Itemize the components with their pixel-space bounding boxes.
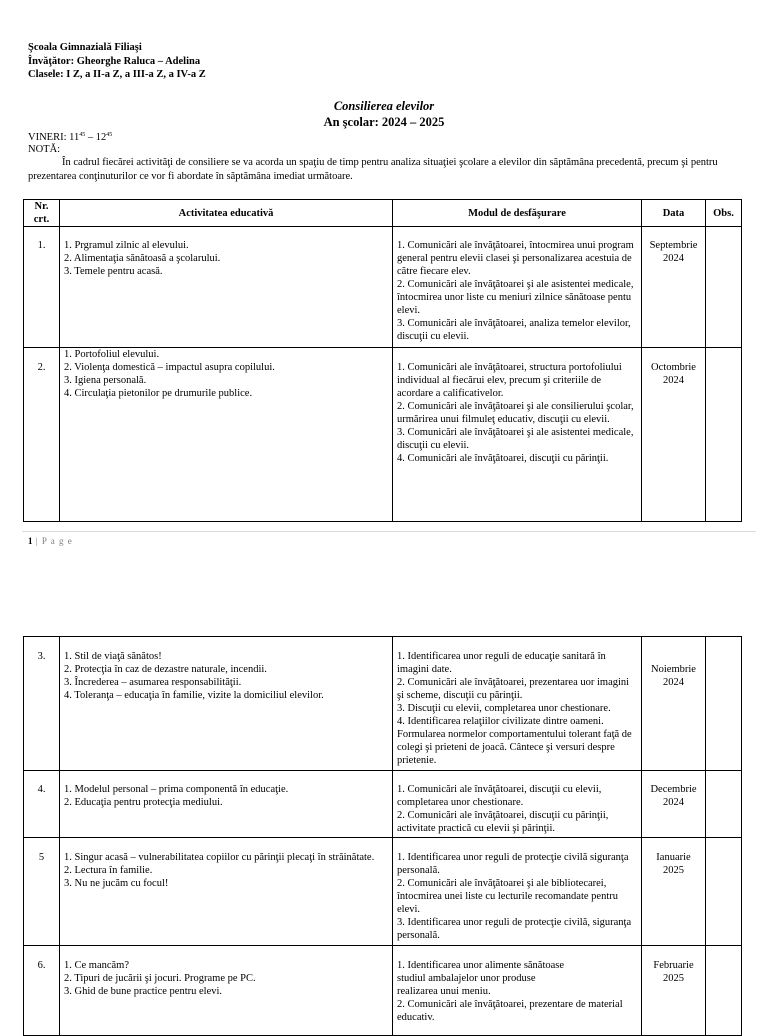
row-obs [706, 771, 742, 838]
activity-item: 1. Prgramul zilnic al elevului. [64, 240, 189, 251]
activity-item: 3. Igiena personală. [64, 375, 147, 386]
header-date: Data [642, 200, 706, 227]
date-month: Octombrie [651, 362, 696, 373]
classes-line: Clasele: I Z, a II-a Z, a III-a Z, a IV-a Z [28, 69, 206, 80]
activity-item: 1. Stil de viaţă sănătos! [64, 651, 162, 662]
date-year: 2024 [663, 797, 684, 808]
header-obs: Obs. [706, 200, 742, 227]
schedule-line [28, 129, 112, 144]
row-modes [393, 227, 642, 348]
activity-item: 2. Violenţa domestică – impactul asupra copilului. [64, 362, 275, 373]
schedule-dash: – 12 [85, 132, 107, 143]
mode-item: 2. Comunicări ale învăţătoarei şi ale consilierului şcolar, urmărirea unui filmuleţ educativ, discuţii cu elevii. [397, 401, 634, 425]
mode-item: 2. Comunicări ale învăţătoarei, prezentare de material educativ. [397, 999, 623, 1023]
row-number: 3. [24, 637, 60, 771]
teacher-name: Învăţător: Gheorghe Raluca – Adelina [28, 55, 201, 67]
row-obs [706, 838, 742, 946]
date-month: Decembrie [650, 784, 697, 795]
date-year: 2025 [663, 865, 684, 876]
table-row [24, 637, 742, 771]
mode-item: 1. Comunicări ale învăţătoarei, discuţii cu elevii, completarea unor chestionare. [397, 784, 602, 808]
row-obs [706, 227, 742, 348]
row-activities [60, 227, 393, 348]
header-activity: Activitatea educativă [60, 200, 393, 227]
header-nr: Nr. crt. [24, 200, 60, 227]
activities-table-page-2 [23, 636, 742, 1036]
row-modes [393, 838, 642, 946]
page-label: P a g e [41, 536, 73, 546]
mode-item: studiul ambalajelor unor produse [397, 973, 536, 984]
row-date [642, 227, 706, 348]
mode-item: realizarea unui meniu. [397, 986, 491, 997]
date-month: Ianuarie [656, 852, 691, 863]
row-number: 5 [24, 838, 60, 946]
mode-item: 3. Discuţii cu elevii, completarea unor chestionare. [397, 703, 611, 714]
activity-item: 2. Educaţia pentru protecţia mediului. [64, 797, 223, 808]
row-activities [60, 838, 393, 946]
table-row [24, 771, 742, 838]
activity-item: 4. Toleranţa – educaţia în familie, vizite la domiciliul elevilor. [64, 690, 324, 701]
mode-item: 2. Comunicări ale învăţătoarei, prezentarea uor imagini şi scheme, discuţii cu părinţii. [397, 677, 630, 701]
row-date [642, 771, 706, 838]
row-modes [393, 637, 642, 771]
page-number: 1 [28, 536, 33, 546]
row-modes [393, 771, 642, 838]
activities-table-page-1 [23, 199, 742, 522]
header-mode: Modul de desfăşurare [393, 200, 642, 227]
schedule-end-minutes: 45 [106, 132, 113, 138]
mode-item: 3. Comunicări ale învăţătoarei, analiza temelor elevilor, discuţii cu elevii. [397, 318, 631, 342]
mode-item: 3. Identificarea unor reguli de protecţie civilă, siguranţa personală. [397, 917, 632, 941]
activity-item: 2. Lectura în familie. [64, 865, 153, 876]
page-separator: | [32, 536, 42, 546]
date-year: 2024 [663, 253, 684, 264]
activity-item: 1. Ce mancăm? [64, 960, 130, 971]
table-header-row [24, 200, 742, 227]
page-footer [28, 535, 73, 548]
row-modes [393, 348, 642, 522]
mode-item: 4. Identificarea relaţiilor civilizate dintre oameni. Formularea normelor comportamentului tolerant faţă de colegi şi prieteni de joacă. Cântece şi versuri despre prietenie. [397, 716, 632, 766]
row-date [642, 946, 706, 1036]
activity-item: 2. Protecţia în caz de dezastre naturale, incendii. [64, 664, 267, 675]
mode-item: 1. Comunicări ale învăţătoarei, structura portofoliului individual al fiecărui elev, precum şi criteriile de acordare a calificativelor. [397, 362, 622, 399]
mode-item: 1. Comunicări ale învăţătoarei, întocmirea unui program general pentru elevii clasei şi personalizarea acestuia de către fiecare elev. [397, 240, 634, 277]
activity-item: 3. Ghid de bune practice pentru elevi. [64, 986, 223, 997]
row-number: 4. [24, 771, 60, 838]
row-number: 1. [24, 227, 60, 348]
row-obs [706, 637, 742, 771]
mode-item: 3. Comunicări ale învăţătoarei şi ale asistentei medicale, discuţii cu elevii. [397, 427, 634, 451]
schedule-day: VINERI: 11 [28, 132, 80, 143]
mode-item: 1. Identificarea unor reguli de protecţie civilă siguranţa personală. [397, 852, 629, 876]
table-row [24, 946, 742, 1036]
table-row [24, 838, 742, 946]
date-year: 2025 [663, 973, 684, 984]
mode-item: 1. Identificarea unor alimente sănătoase [397, 960, 565, 971]
table-row [24, 227, 742, 348]
mode-item: 2. Comunicări ale învăţătoarei şi ale bibliotecarei, întocmirea unei liste cu lecturile recomandate pentru elevi. [397, 878, 618, 915]
row-date [642, 838, 706, 946]
row-number: 6. [24, 946, 60, 1036]
nota-paragraph: În cadrul fiecărei activităţi de consiliere se va acorda un spaţiu de timp pentru analiza situaţiei şcolare a elevilor din săptămâna precedentă, precum şi pentru prezentarea conţinuturilor ce vor fi abordate în săptămâna imediat următoare. [28, 157, 718, 182]
date-month: Februarie [653, 960, 694, 971]
activity-item: 3. Încrederea – asumarea responsabilităţii. [64, 677, 242, 688]
mode-item: 4. Comunicări ale învăţătoarei, discuţii cu părinţii. [397, 453, 609, 464]
school-name: Şcoala Gimnazială Filiaşi [28, 42, 142, 53]
row-date [642, 637, 706, 771]
date-year: 2024 [663, 375, 684, 386]
row-modes [393, 946, 642, 1036]
nota-label: NOTĂ: [28, 144, 61, 155]
document-title: Consilierea elevilor [333, 99, 435, 113]
row-obs [706, 946, 742, 1036]
footer-divider [22, 531, 756, 532]
activity-item: 1. Singur acasă – vulnerabilitatea copiilor cu părinţii plecaţi în străinătate. [64, 852, 375, 863]
row-number: 2. [24, 348, 60, 522]
row-date [642, 348, 706, 522]
activity-item: 1. Portofoliul elevului. [64, 349, 160, 360]
mode-item: 2. Comunicări ale învăţătoarei, discuţii cu părinţii, activitate practică cu elevii şi părinţii. [397, 810, 609, 834]
mode-item: 1. Identificarea unor reguli de educaţie sanitară în imagini date. [397, 651, 606, 675]
row-activities [60, 771, 393, 838]
activity-item: 2. Tipuri de jucării şi jocuri. Programe pe PC. [64, 973, 256, 984]
row-activities [60, 637, 393, 771]
document-header [28, 41, 206, 82]
activity-item: 3. Nu ne jucăm cu focul! [64, 878, 169, 889]
row-activities [60, 348, 393, 522]
activity-item: 4. Circulaţia pietonilor pe drumurile publice. [64, 388, 253, 399]
date-month: Septembrie [649, 240, 698, 251]
table-row [24, 348, 742, 522]
schedule-start-minutes: 45 [79, 132, 86, 138]
date-month: Noiembrie [651, 664, 696, 675]
activity-item: 3. Temele pentru acasă. [64, 266, 163, 277]
row-activities [60, 946, 393, 1036]
activity-item: 2. Alimentaţia sănătoasă a şcolarului. [64, 253, 221, 264]
row-obs [706, 348, 742, 522]
mode-item: 2. Comunicări ale învăţătoarei şi ale asistentei medicale, întocmirea unor liste cu meniuri zilnice sănătoase pentu elevi. [397, 279, 634, 316]
school-year: An şcolar: 2024 – 2025 [323, 115, 445, 129]
date-year: 2024 [663, 677, 684, 688]
activity-item: 1. Modelul personal – prima componentă în educaţie. [64, 784, 289, 795]
